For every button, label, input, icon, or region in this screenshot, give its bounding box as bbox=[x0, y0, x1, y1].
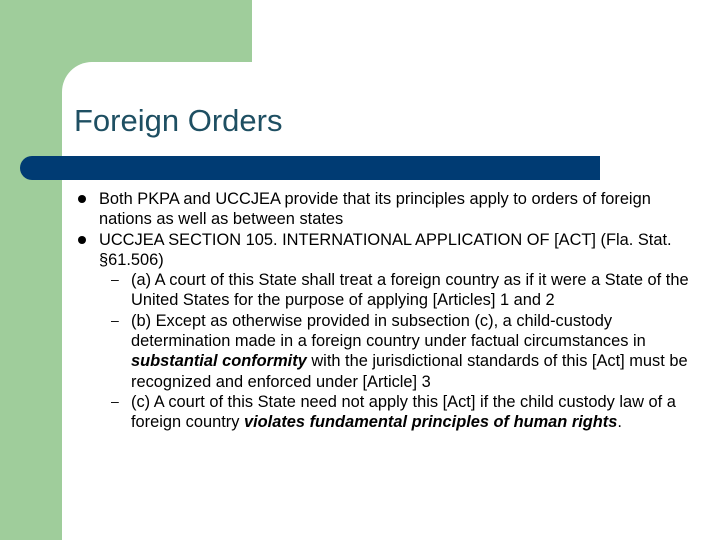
subbullet-text: (c) A court of this State need not apply this [Act] if the child custody law of a foreign country bbox=[131, 392, 676, 432]
bullet-item bbox=[78, 230, 693, 271]
slide-title: Foreign Orders bbox=[74, 103, 283, 138]
slide-body bbox=[78, 189, 693, 433]
title-underline-bar bbox=[20, 156, 600, 180]
subbullet-text: (b) Except as otherwise provided in subsection (c), a child-custody determination made in a foreign country under factual circumstances in bbox=[131, 311, 646, 351]
subbullet-item bbox=[78, 270, 693, 311]
subbullet-text-continued: . bbox=[617, 413, 622, 432]
bullet-text: Both PKPA and UCCJEA provide that its principles apply to orders of foreign nations as well as between states bbox=[99, 190, 651, 229]
emphasis-text: substantial conformity bbox=[131, 352, 307, 371]
dash-icon: – bbox=[111, 392, 119, 409]
dash-icon: – bbox=[111, 271, 119, 288]
dash-icon: – bbox=[111, 311, 119, 328]
green-background-left bbox=[0, 0, 62, 540]
subbullet-item bbox=[78, 311, 693, 392]
bullet-item bbox=[78, 189, 693, 230]
subbullet-text-continued: with the jurisdictional standards of this [Act] must be recognized and enforced under [Article] 3 bbox=[131, 352, 688, 391]
bullet-text: UCCJEA SECTION 105. INTERNATIONAL APPLICATION OF [ACT] (Fla. Stat. §61.506) bbox=[99, 230, 672, 269]
subbullet-text: (a) A court of this State shall treat a foreign country as if it were a State of the United States for the purpose of applying [Articles] 1 and 2 bbox=[131, 271, 689, 310]
emphasis-text: violates fundamental principles of human rights bbox=[243, 413, 618, 432]
bullet-dot-icon bbox=[78, 236, 86, 244]
bullet-dot-icon bbox=[78, 195, 86, 203]
subbullet-item bbox=[78, 392, 693, 433]
